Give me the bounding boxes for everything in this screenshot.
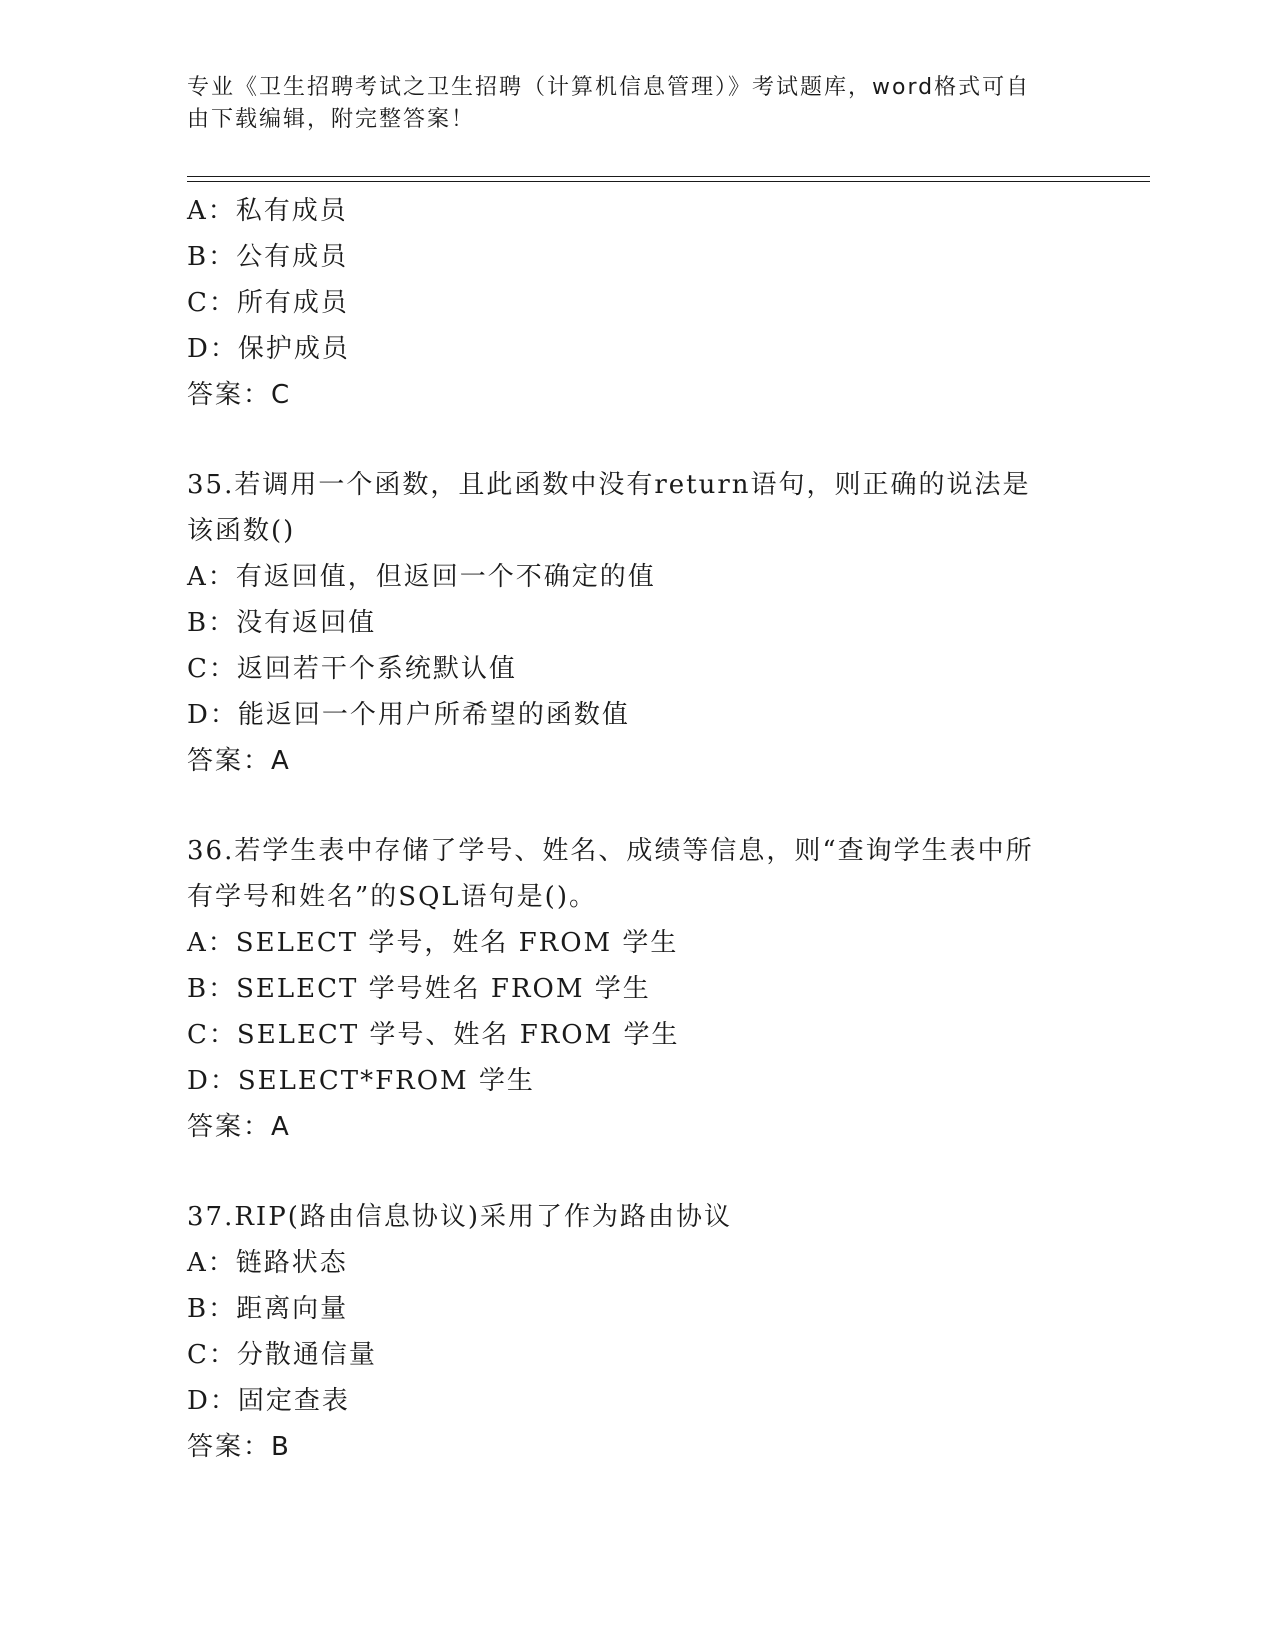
option-d: D：保护成员 <box>187 334 350 364</box>
option-b: B：距离向量 <box>187 1294 349 1324</box>
option-b: B：没有返回值 <box>187 608 377 638</box>
option-b: B：SELECT 学号姓名 FROM 学生 <box>187 974 651 1004</box>
answer: 答案：A <box>187 1112 291 1142</box>
header-line-1: 专业《卫生招聘考试之卫生招聘（计算机信息管理）》考试题库，word格式可自 <box>187 75 1031 100</box>
answer: 答案：C <box>187 380 292 410</box>
question-stem: 35.若调用一个函数，且此函数中没有return语句，则正确的说法是 <box>187 470 1031 500</box>
question-stem: 36.若学生表中存储了学号、姓名、成绩等信息，则“查询学生表中所 <box>187 836 1034 866</box>
question-34 <box>187 188 1087 418</box>
option-c: C：SELECT 学号、姓名 FROM 学生 <box>187 1020 680 1050</box>
spacer <box>187 1150 1087 1194</box>
option-c: C：返回若干个系统默认值 <box>187 654 517 684</box>
question-stem-continued: 该函数() <box>187 516 296 546</box>
answer: 答案：A <box>187 746 291 776</box>
option-a: A：有返回值，但返回一个不确定的值 <box>187 562 656 592</box>
header-divider-top <box>187 176 1150 177</box>
option-d: D：固定查表 <box>187 1386 350 1416</box>
question-37 <box>187 1194 1087 1470</box>
header-line-2: 由下载编辑，附完整答案！ <box>187 107 476 132</box>
question-list <box>187 188 1087 1470</box>
question-stem-continued: 有学号和姓名”的SQL语句是()。 <box>187 882 597 912</box>
option-b: B：公有成员 <box>187 242 349 272</box>
option-d: D：SELECT*FROM 学生 <box>187 1066 535 1096</box>
spacer <box>187 418 1087 462</box>
option-c: C：所有成员 <box>187 288 349 318</box>
option-a: A：SELECT 学号，姓名 FROM 学生 <box>187 928 679 958</box>
option-c: C：分散通信量 <box>187 1340 377 1370</box>
option-a: A：链路状态 <box>187 1248 348 1278</box>
question-35 <box>187 462 1087 784</box>
question-stem: 37.RIP(路由信息协议)采用了作为路由协议 <box>187 1202 732 1232</box>
header-divider-bottom <box>187 181 1150 182</box>
document-header <box>187 72 1067 136</box>
option-a: A：私有成员 <box>187 196 348 226</box>
answer: 答案：B <box>187 1432 291 1462</box>
option-d: D：能返回一个用户所希望的函数值 <box>187 700 630 730</box>
spacer <box>187 784 1087 828</box>
question-36 <box>187 828 1087 1150</box>
